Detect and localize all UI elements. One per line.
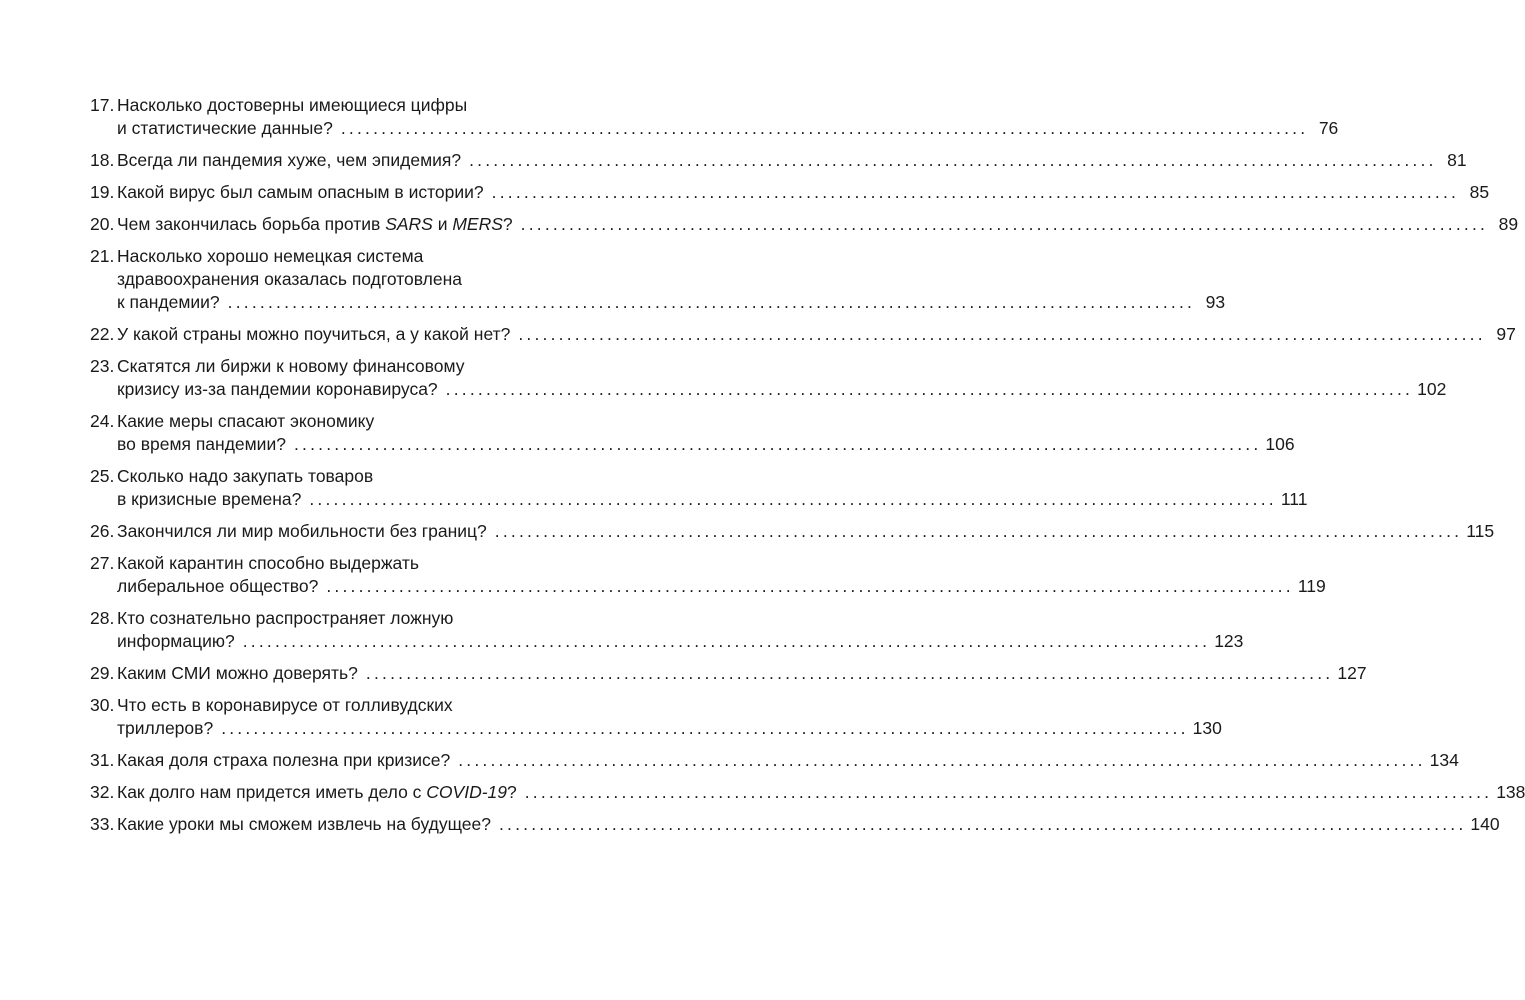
toc-entry[interactable]: [90, 520, 1495, 543]
toc-entry-page-number: 76: [1318, 118, 1339, 138]
dot-leader: ........................................................................................................................: [520, 214, 1489, 234]
toc-entry-page-number: 81: [1447, 150, 1467, 170]
toc-entry-number: 23.: [90, 356, 115, 376]
toc-entry-title-line: Сколько надо закупать товаров: [117, 466, 374, 486]
toc-entry-number: 32.: [90, 782, 115, 802]
toc-entry[interactable]: [90, 552, 1326, 598]
toc-entry-number: 20.: [90, 214, 115, 234]
toc-entry-page-number: 106: [1265, 434, 1295, 454]
toc-entry-title-line: Какой карантин способно выдержать: [117, 553, 420, 573]
toc-entry-page-number: 111: [1280, 489, 1308, 509]
toc-entry-page-number: 140: [1470, 814, 1500, 834]
toc-entry[interactable]: [90, 694, 1222, 740]
toc-entry[interactable]: [90, 662, 1367, 685]
toc-entry[interactable]: [90, 749, 1459, 772]
dot-leader: ........................................................................................................................: [491, 182, 1460, 202]
toc-entry-number: 17.: [90, 95, 115, 115]
toc-entry-number: 31.: [90, 750, 115, 770]
toc-entry-number: 19.: [90, 182, 115, 202]
dot-leader: ........................................................................................................................: [494, 521, 1463, 541]
dot-leader: ........................................................................................................................: [326, 576, 1294, 596]
toc-entry-title-line: Как долго нам придется иметь дело с COVID-19?: [117, 782, 517, 802]
toc-entry-title-line: к пандемии?: [117, 292, 220, 312]
dot-leader: ........................................................................................................................: [498, 814, 1467, 834]
toc-entry-title-line: Какая доля страха полезна при кризисе?: [117, 750, 451, 770]
toc-entry[interactable]: [90, 323, 1516, 346]
dot-leader: ........................................................................................................................: [242, 631, 1211, 651]
toc-entry-page-number: 130: [1192, 718, 1222, 738]
toc-entry-number: 18.: [90, 150, 115, 170]
toc-entry-number: 24.: [90, 411, 115, 431]
toc-entry-title-line: Скатятся ли биржи к новому финансовому: [117, 356, 465, 376]
toc-entry-title-line: Каким СМИ можно доверять?: [117, 663, 358, 683]
toc-entry-title-line: и статистические данные?: [117, 118, 333, 138]
dot-leader: ........................................................................................................................: [365, 663, 1334, 683]
toc-entry[interactable]: [90, 607, 1244, 653]
toc-entry-number: 21.: [90, 246, 115, 266]
toc-entry-number: 22.: [90, 324, 115, 344]
toc-entry[interactable]: [90, 355, 1447, 401]
toc-entry[interactable]: [90, 781, 1525, 804]
table-of-contents: [90, 94, 1525, 845]
toc-entry-page-number: 115: [1466, 521, 1495, 541]
dot-leader: ........................................................................................................................: [469, 150, 1437, 170]
toc-entry-page-number: 102: [1417, 379, 1447, 399]
toc-entry-page-number: 85: [1469, 182, 1490, 202]
toc-entry-page-number: 138: [1496, 782, 1525, 802]
toc-entry[interactable]: [90, 245, 1226, 314]
toc-entry-title-line: триллеров?: [117, 718, 214, 738]
toc-entry-title-line: Чем закончилась борьба против SARS и MERS?: [117, 214, 513, 234]
dot-leader: ........................................................................................................................: [227, 292, 1196, 312]
toc-entry-title-line: во время пандемии?: [117, 434, 286, 454]
toc-entry[interactable]: [90, 213, 1519, 236]
toc-entry-title-line: Что есть в коронавирусе от голливудских: [117, 695, 453, 715]
toc-entry-number: 33.: [90, 814, 115, 834]
toc-entry[interactable]: [90, 410, 1295, 456]
toc-entry[interactable]: [90, 181, 1490, 204]
dot-leader: ........................................................................................................................: [518, 324, 1486, 344]
toc-entry-title-line: Всегда ли пандемия хуже, чем эпидемия?: [117, 150, 462, 170]
toc-entry-title-line: либеральное общество?: [117, 576, 319, 596]
toc-entry-title-line: Какие меры спасают экономику: [117, 411, 375, 431]
toc-entry-page-number: 127: [1337, 663, 1367, 683]
toc-entry-title-line: кризису из-за пандемии коронавируса?: [117, 379, 438, 399]
toc-entry-number: 25.: [90, 466, 115, 486]
dot-leader: ........................................................................................................................: [293, 434, 1262, 454]
toc-entry-title-line: Насколько хорошо немецкая система: [117, 246, 424, 266]
toc-entry-number: 29.: [90, 663, 115, 683]
dot-leader: ........................................................................................................................: [524, 782, 1493, 802]
toc-entry-title-line: информацию?: [117, 631, 235, 651]
dot-leader: ........................................................................................................................: [340, 118, 1309, 138]
dot-leader: ........................................................................................................................: [221, 718, 1189, 738]
toc-entry[interactable]: [90, 813, 1500, 836]
dot-leader: ........................................................................................................................: [445, 379, 1414, 399]
toc-entry-number: 28.: [90, 608, 115, 628]
toc-entry-page-number: 89: [1498, 214, 1519, 234]
toc-entry-title-line: Закончился ли мир мобильности без границ?: [117, 521, 487, 541]
toc-entry-title-line: Кто сознательно распространяет ложную: [117, 608, 454, 628]
toc-entry-title-line: Какой вирус был самым опасным в истории?: [117, 182, 484, 202]
toc-entry[interactable]: [90, 149, 1467, 172]
toc-entry-number: 26.: [90, 521, 115, 541]
dot-leader: ........................................................................................................................: [458, 750, 1426, 770]
toc-entry-title-line: Какие уроки мы сможем извлечь на будущее?: [117, 814, 491, 834]
toc-entry-page-number: 123: [1214, 631, 1244, 651]
toc-entry-title-line: У какой страны можно поучиться, а у какой нет?: [117, 324, 511, 344]
toc-entry-page-number: 93: [1205, 292, 1226, 312]
toc-entry[interactable]: [90, 465, 1308, 511]
toc-entry-title-line: Насколько достоверны имеющиеся цифры: [117, 95, 468, 115]
toc-entry-page-number: 134: [1429, 750, 1459, 770]
toc-entry[interactable]: [90, 94, 1339, 140]
toc-entry-page-number: 97: [1496, 324, 1516, 344]
toc-entry-page-number: 119: [1297, 576, 1326, 596]
toc-entry-number: 30.: [90, 695, 115, 715]
dot-leader: ........................................................................................................................: [309, 489, 1277, 509]
toc-entry-title-line: здравоохранения оказалась подготовлена: [117, 269, 462, 289]
toc-entry-number: 27.: [90, 553, 115, 573]
toc-entry-title-line: в кризисные времена?: [117, 489, 302, 509]
